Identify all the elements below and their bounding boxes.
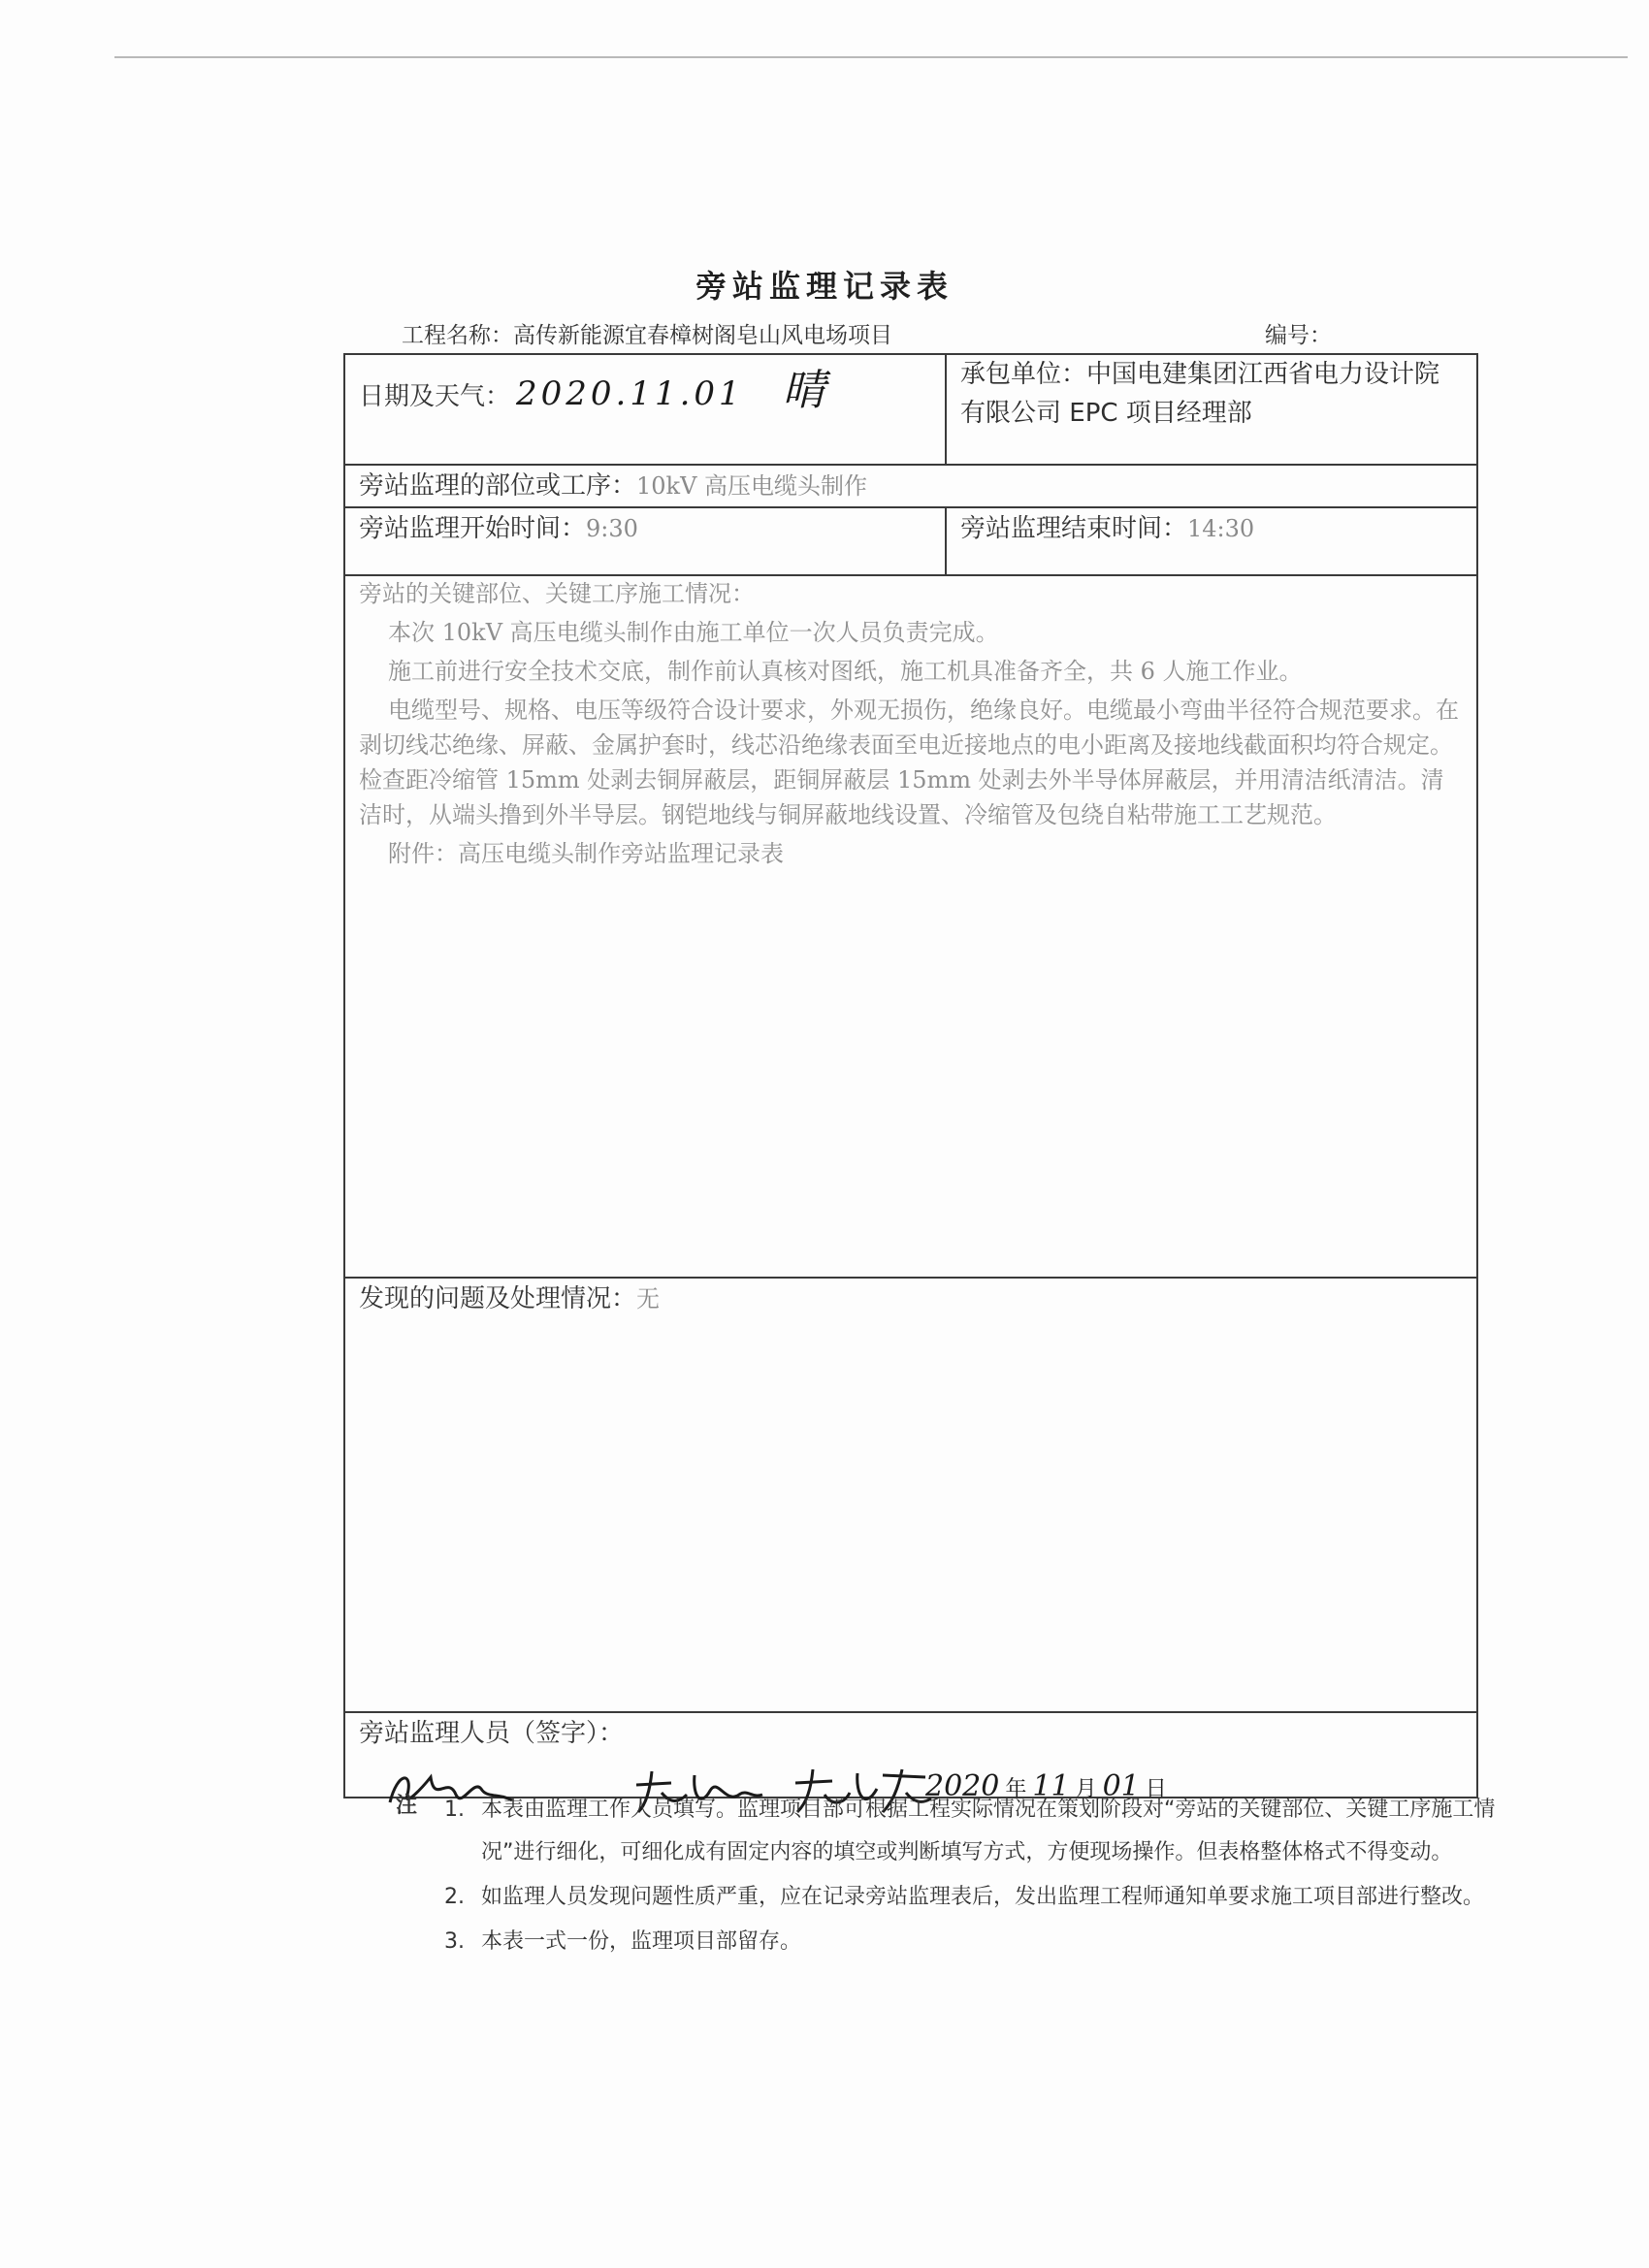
end-time-value: 14:30 (1187, 515, 1255, 542)
start-time-value: 9:30 (586, 515, 638, 542)
key-paragraph: 电缆型号、规格、电压等级符合设计要求，外观无损伤，绝缘良好。电缆最小弯曲半径符合规范要求。在剥切线芯绝缘、屏蔽、金属护套时，线芯沿绝缘表面至电近接地点的电小距离及接地线截面积均符合规定。检查距冷缩管 15mm 处剥去铜屏蔽层，距铜屏蔽层 15mm 处剥去外半导体屏蔽层，并用清洁纸清洁。清洁时，从端头撸到外半导层。钢铠地线与铜屏蔽地线设置、冷缩管及包绕自粘带施工工艺规范。 (359, 697, 1459, 828)
project-name-line (402, 317, 892, 349)
sig-date-year: 2020 (925, 1769, 1000, 1803)
project-name-label: 工程名称： (402, 323, 513, 348)
part-process-cell (344, 465, 1477, 507)
scan-top-line (114, 56, 1628, 58)
supervision-form-table (343, 353, 1478, 1803)
key-paragraph: 本次 10kV 高压电缆头制作由施工单位一次人员负责完成。 (388, 619, 999, 646)
start-time-cell (344, 507, 946, 575)
note-text: 如监理人员发现问题性质严重，应在记录旁站监理表后，发出监理工程师通知单要求施工项目部进行整改。 (481, 1885, 1485, 1909)
problems-value: 无 (636, 1285, 661, 1312)
notes-mark: 注 (396, 1794, 418, 1818)
part-process-label: 旁站监理的部位或工序： (359, 471, 637, 501)
problems-cell (344, 1278, 1477, 1712)
key-paragraph-attachment: 附件：高压电缆头制作旁站监理记录表 (388, 840, 784, 867)
supervisor-label: 旁站监理人员（签字）： (359, 1719, 625, 1748)
note-number: 1. (444, 1798, 465, 1822)
end-time-label: 旁站监理结束时间： (960, 514, 1188, 543)
supervisor-signature-cell (344, 1712, 1477, 1803)
note-number: 2. (444, 1885, 465, 1909)
sig-date-month-unit: 月 (1075, 1777, 1097, 1801)
key-paragraph: 施工前进行安全技术交底，制作前认真核对图纸，施工机具准备齐全，共 6 人施工作业。 (388, 658, 1303, 685)
sig-date-day-unit: 日 (1145, 1777, 1167, 1801)
sig-date-day: 01 (1102, 1769, 1140, 1803)
start-time-label: 旁站监理开始时间： (359, 514, 587, 543)
handwritten-weather: 晴 (782, 366, 825, 415)
problems-label: 发现的问题及处理情况： (359, 1284, 637, 1313)
handwritten-date: 2020.11.01 (516, 374, 744, 413)
note-item (396, 1876, 1511, 1919)
sig-date-year-unit: 年 (1005, 1777, 1027, 1801)
form-title: 旁站监理记录表 (695, 268, 954, 305)
note-number: 3. (444, 1929, 465, 1954)
date-weather-label: 日期及天气： (359, 382, 511, 411)
note-item (396, 1789, 1511, 1874)
date-weather-cell (344, 354, 946, 465)
note-item (396, 1921, 1511, 1963)
form-number-label: 编号： (1265, 323, 1332, 348)
part-process-value: 10kV 高压电缆头制作 (636, 472, 868, 500)
note-text: 本表由监理工作人员填写。监理项目部可根据工程实际情况在策划阶段对“旁站的关键部位、关键工序施工情况”进行细化，可细化成有固定内容的填空或判断填写方式，方便现场操作。但表格整体格式不得变动。 (481, 1798, 1496, 1864)
note-text: 本表一式一份，监理项目部留存。 (481, 1929, 802, 1954)
end-time-cell (946, 507, 1477, 575)
key-construction-title: 旁站的关键部位、关键工序施工情况： (359, 580, 755, 607)
project-name-value: 高传新能源宜春樟树阁皂山风电场项目 (513, 323, 892, 348)
key-construction-cell (344, 575, 1477, 1278)
sig-date-month: 11 (1032, 1769, 1070, 1803)
notes-section (396, 1789, 1511, 1965)
contractor-cell: 承包单位：中国电建集团江西省电力设计院有限公司 EPC 项目经理部 (946, 354, 1477, 465)
